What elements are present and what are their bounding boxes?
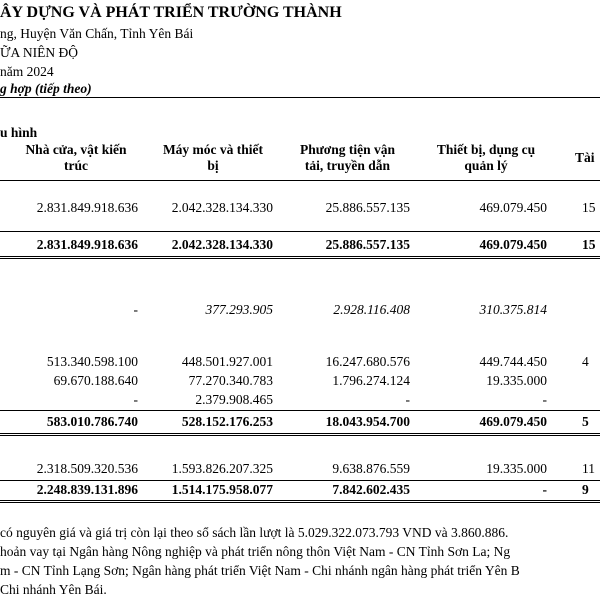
column-header-equipment bbox=[418, 142, 554, 174]
value-cell: - bbox=[405, 392, 410, 407]
value-cell: 377.293.905 bbox=[205, 302, 273, 317]
table-row bbox=[0, 301, 600, 319]
column-header-line: tải, truyền dẫn bbox=[304, 158, 391, 173]
note-line: có nguyên giá và giá trị còn lại theo sổ sách lần lượt là 5.029.322.073.793 VND và 3.860.886. bbox=[0, 525, 509, 540]
column-header-vehicles bbox=[280, 142, 415, 174]
column-header-line: Phương tiện vận bbox=[299, 142, 396, 157]
value-cell: 2.831.849.918.636 bbox=[36, 237, 138, 252]
table-subheading: u hình bbox=[0, 125, 38, 140]
value-cell: 77.270.340.783 bbox=[188, 373, 273, 388]
value-cell: 11 bbox=[582, 461, 595, 476]
table-row-total bbox=[0, 413, 600, 431]
table-row-total bbox=[0, 236, 600, 254]
column-header-line: trúc bbox=[64, 158, 88, 173]
report-period: năm 2024 bbox=[0, 64, 54, 79]
total-double-rule bbox=[0, 500, 600, 503]
column-header-machinery bbox=[148, 142, 278, 174]
value-cell: 9.638.876.559 bbox=[332, 461, 410, 476]
note-line: m - CN Tỉnh Lạng Sơn; Ngân hàng phát triển Việt Nam - Chi nhánh ngân hàng phát triển Yên B bbox=[0, 563, 520, 578]
value-cell: 310.375.814 bbox=[479, 302, 547, 317]
value-cell: 513.340.598.100 bbox=[46, 354, 138, 369]
value-cell: 528.152.176.253 bbox=[181, 414, 273, 429]
column-header-line: Thiết bị, dụng cụ bbox=[436, 142, 536, 157]
value-cell: 2.248.839.131.896 bbox=[36, 482, 138, 497]
value-cell: 19.335.000 bbox=[486, 373, 547, 388]
table-row bbox=[0, 460, 600, 478]
header-rule bbox=[0, 97, 600, 98]
value-cell: - bbox=[542, 392, 547, 407]
column-header-line: bị bbox=[207, 158, 219, 173]
value-cell: 2.318.509.320.536 bbox=[36, 461, 138, 476]
note-line: hoản vay tại Ngân hàng Nông nghiệp và phát triển nông thôn Việt Nam - CN Tỉnh Sơn La; Ng bbox=[0, 544, 511, 559]
column-header-rule bbox=[0, 180, 600, 181]
table-row bbox=[0, 372, 600, 390]
value-cell: 18.043.954.700 bbox=[325, 414, 410, 429]
value-cell: 1.796.274.124 bbox=[332, 373, 410, 388]
table-row bbox=[0, 353, 600, 371]
value-cell: 2.831.849.918.636 bbox=[36, 200, 138, 215]
subtotal-rule bbox=[0, 231, 600, 232]
table-row-total bbox=[0, 481, 600, 499]
company-address: ng, Huyện Văn Chấn, Tỉnh Yên Bái bbox=[0, 26, 194, 41]
subtotal-rule bbox=[0, 410, 600, 411]
table-row bbox=[0, 391, 600, 409]
note-line: Chi nhánh Yên Bái. bbox=[0, 582, 107, 597]
value-cell: 469.079.450 bbox=[479, 237, 547, 252]
total-double-rule bbox=[0, 433, 600, 436]
value-cell: 7.842.602.435 bbox=[332, 482, 410, 497]
value-cell: 469.079.450 bbox=[479, 200, 547, 215]
value-cell: 2.379.908.465 bbox=[195, 392, 273, 407]
value-cell: 1.593.826.207.325 bbox=[171, 461, 273, 476]
value-cell: 449.744.450 bbox=[479, 354, 547, 369]
value-cell: 5 bbox=[582, 414, 589, 429]
value-cell: 448.501.927.001 bbox=[181, 354, 273, 369]
value-cell: - bbox=[133, 392, 138, 407]
total-double-rule bbox=[0, 256, 600, 259]
company-name: ÂY DỰNG VÀ PHÁT TRIỂN TRƯỜNG THÀNH bbox=[0, 4, 342, 21]
value-cell: 16.247.680.576 bbox=[325, 354, 410, 369]
table-row bbox=[0, 199, 600, 217]
value-cell: - bbox=[133, 302, 138, 317]
value-cell: 69.670.188.640 bbox=[53, 373, 138, 388]
value-cell: 9 bbox=[582, 482, 589, 497]
column-header-line: Máy móc và thiết bbox=[162, 142, 264, 157]
value-cell: 1.514.175.958.077 bbox=[171, 482, 273, 497]
value-cell: - bbox=[542, 482, 547, 497]
value-cell: 4 bbox=[582, 354, 589, 369]
value-cell: 2.042.328.134.330 bbox=[171, 200, 273, 215]
value-cell: 15 bbox=[582, 237, 596, 252]
value-cell: 19.335.000 bbox=[486, 461, 547, 476]
column-header-buildings bbox=[0, 142, 152, 174]
value-cell: 15 bbox=[582, 200, 596, 215]
value-cell: 2.928.116.408 bbox=[333, 302, 410, 317]
report-title: ỮA NIÊN ĐỘ bbox=[0, 45, 78, 60]
column-header-line: Tài bbox=[575, 150, 595, 165]
value-cell: 583.010.786.740 bbox=[46, 414, 138, 429]
value-cell: 2.042.328.134.330 bbox=[171, 237, 273, 252]
value-cell: 469.079.450 bbox=[479, 414, 547, 429]
column-header-line: Nhà cửa, vật kiến bbox=[25, 142, 127, 157]
value-cell: 25.886.557.135 bbox=[325, 200, 410, 215]
column-header-other bbox=[575, 150, 600, 166]
section-title: g hợp (tiếp theo) bbox=[0, 81, 92, 96]
value-cell: 25.886.557.135 bbox=[325, 237, 410, 252]
column-header-line: quản lý bbox=[464, 158, 508, 173]
